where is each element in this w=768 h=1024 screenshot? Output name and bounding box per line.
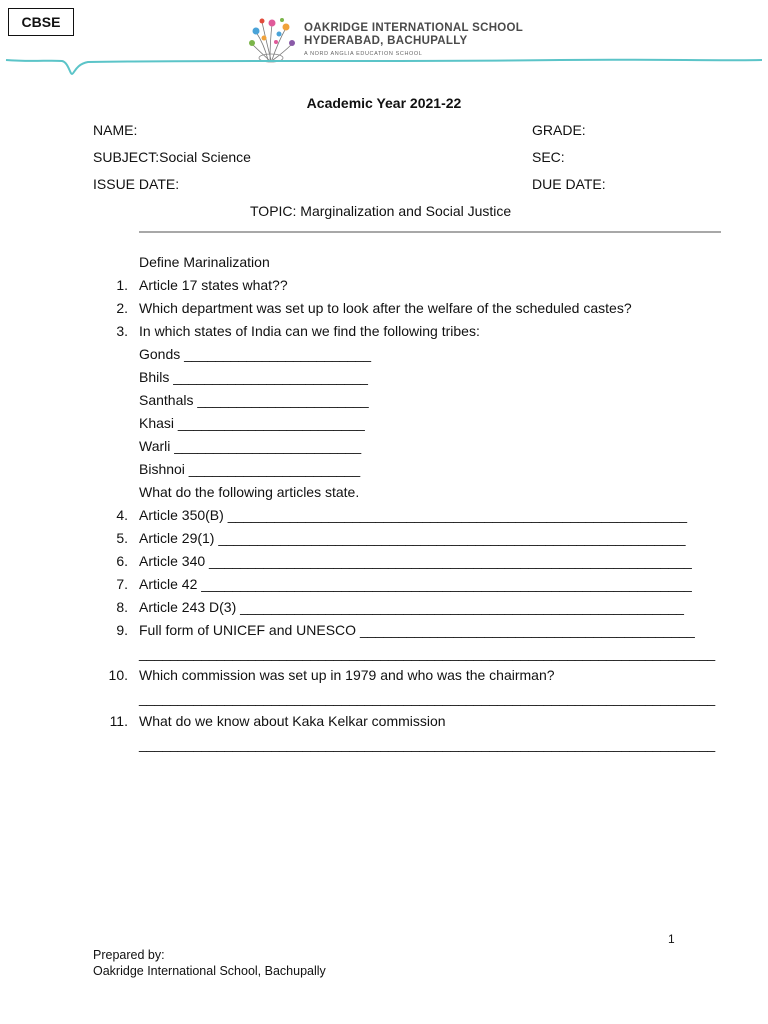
subject-field-label: SUBJECT:Social Science [93,149,251,165]
school-tagline: A NORD ANGLIA EDUCATION SCHOOL [304,51,423,57]
page-title: Academic Year 2021-22 [306,95,462,111]
question-text: Which commission was set up in 1979 and who was the chairman? [139,667,555,683]
name-field-label: NAME: [93,122,138,138]
question-text: Full form of UNICEF and UNESCO ___________________________________________ [139,622,695,638]
question-number: 8. [116,599,128,615]
question-number: 11. [109,713,128,729]
question-number: 4. [116,507,128,523]
question-text: Article 29(1) ____________________________________________________________ [139,530,686,546]
grade-field-label: GRADE: [532,122,586,138]
section-field-label: SEC: [532,149,565,165]
tribe-blank-khasi: Khasi ________________________ [139,415,365,431]
due-date-field-label: DUE DATE: [532,176,606,192]
school-name-line1: OAKRIDGE INTERNATIONAL SCHOOL [304,22,524,34]
question-text: Article 17 states what?? [139,277,288,293]
intro-question: Define Marinalization [139,254,270,270]
question-number: 10. [108,667,128,683]
question-number: 5. [116,530,128,546]
question-text: Article 42 _______________________________________________________________ [139,576,692,592]
articles-intro: What do the following articles state. [139,484,360,500]
question-text: In which states of India can we find the following tribes: [139,323,480,339]
question-number: 1. [116,277,128,293]
horizontal-divider [139,231,721,233]
tribe-blank-warli: Warli ________________________ [139,438,362,454]
board-badge: CBSE [8,8,74,36]
question-number: 9. [116,622,128,638]
prepared-by-label: Prepared by: [93,948,165,962]
question-text: Article 350(B) ___________________________________________________________ [139,507,688,523]
question-number: 3. [116,323,128,339]
question-number: 7. [116,576,128,592]
answer-blank: __________________________________________________________________________ [139,690,716,706]
question-text: What do we know about Kaka Kelkar commission [139,713,446,729]
answer-blank: __________________________________________________________________________ [139,736,716,752]
school-name-line2: HYDERABAD, BACHUPALLY [304,35,468,47]
tribe-blank-bhils: Bhils _________________________ [139,369,368,385]
header-wave-divider [0,52,768,82]
page-number: 1 [668,932,675,946]
tribe-blank-bishnoi: Bishnoi ______________________ [139,461,361,477]
issue-date-field-label: ISSUE DATE: [93,176,180,192]
question-text: Article 340 ______________________________________________________________ [139,553,692,569]
question-number: 2. [116,300,128,316]
question-text: Which department was set up to look after the welfare of the scheduled castes? [139,300,632,316]
tribe-blank-santhals: Santhals ______________________ [139,392,369,408]
topic-label: TOPIC: Marginalization and Social Justice [250,203,512,219]
question-text: Article 243 D(3) _________________________________________________________ [139,599,684,615]
tribe-blank-gonds: Gonds ________________________ [139,346,372,362]
prepared-by-school: Oakridge International School, Bachupally [93,964,326,978]
question-number: 6. [116,553,128,569]
answer-blank: __________________________________________________________________________ [139,645,716,661]
